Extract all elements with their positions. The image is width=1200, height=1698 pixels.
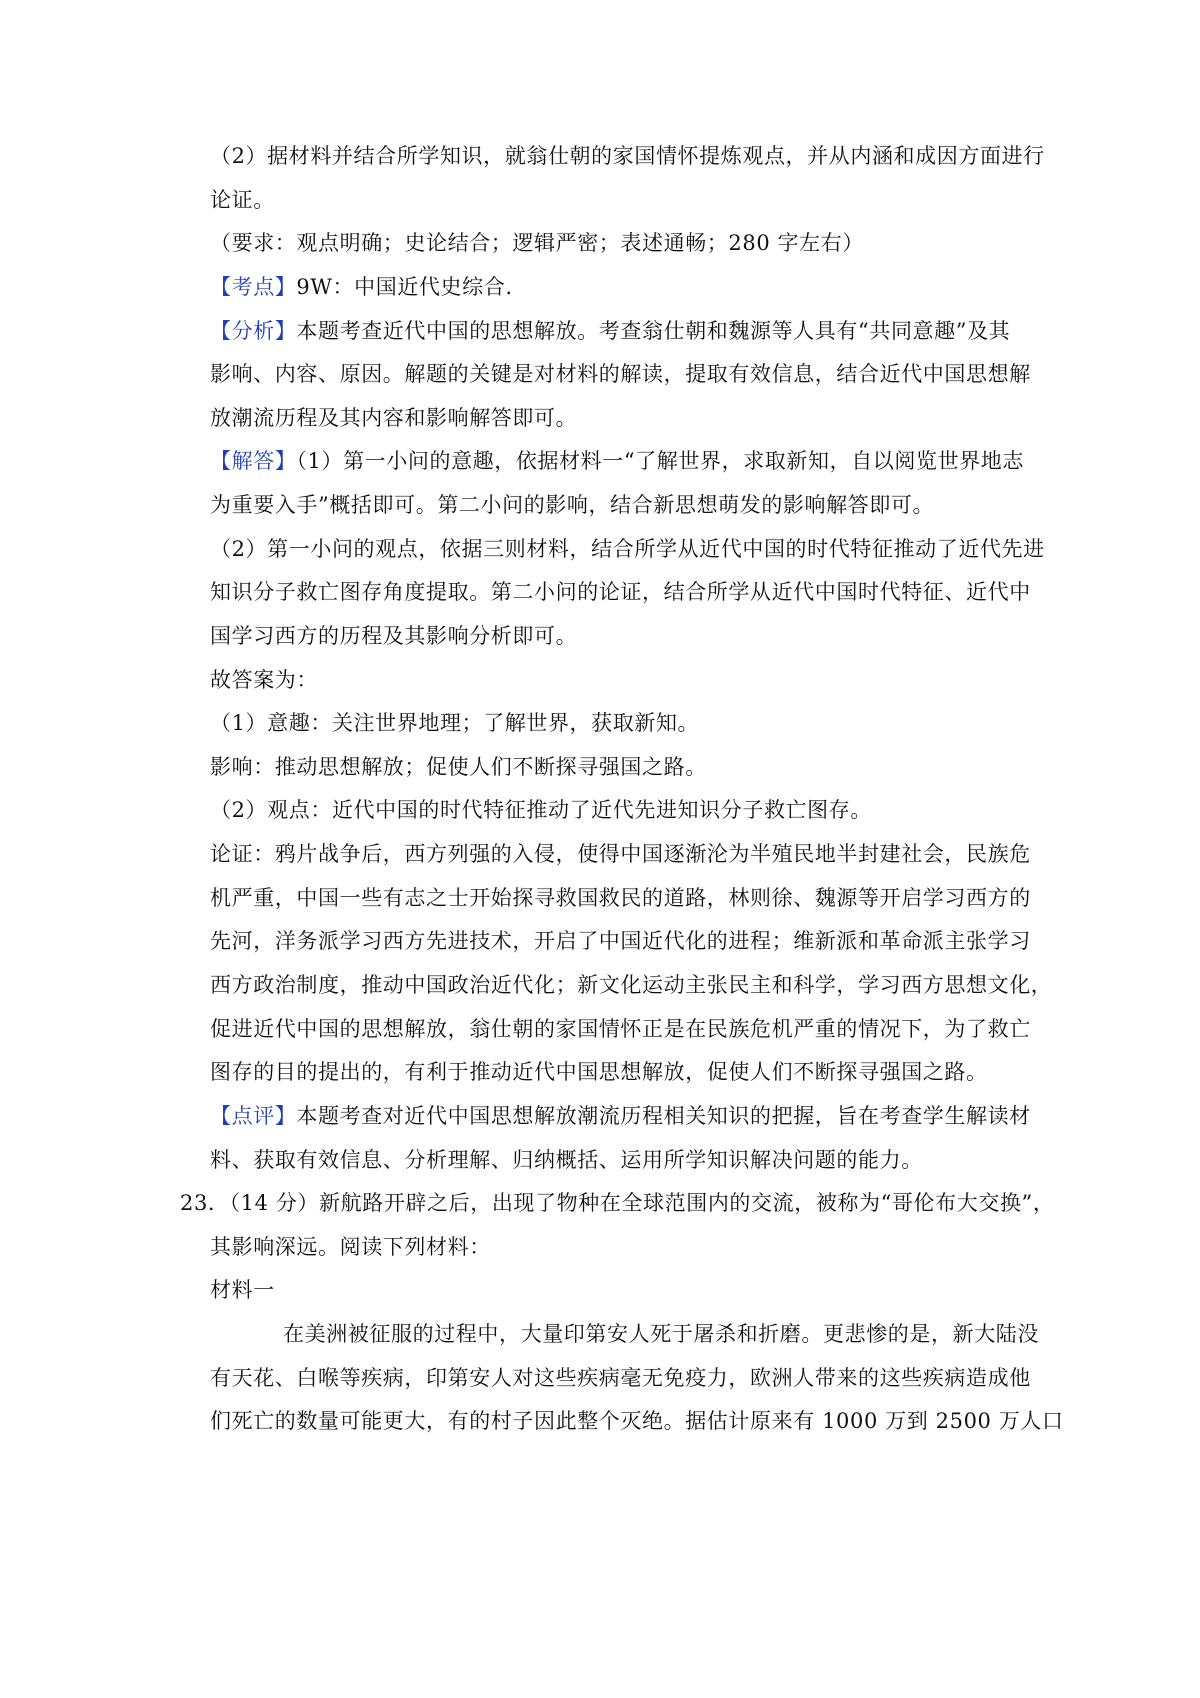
dianping-text1: 本题考查对近代中国思想解放潮流历程相关知识的把握，旨在考查学生解读材 <box>296 1104 1031 1128</box>
q22-part2-prompt-line1: （2）据材料并结合所学知识，就翁仕朝的家国情怀提炼观点，并从内涵和成因方面进行 <box>210 144 1045 168</box>
kaodian-tag: 【考点】 <box>210 275 297 299</box>
q23-material-label: 材料一 <box>210 1278 275 1302</box>
argument-line2: 机严重，中国一些有志之士开始探寻救国救民的道路，林则徐、魏源等开启学习西方的 <box>210 886 1031 910</box>
q23-stem-line2: 其影响深远。阅读下列材料： <box>210 1235 491 1259</box>
q23-material-line1: 在美洲被征服的过程中，大量印第安人死于屠杀和折磨。更悲惨的是，新大陆没 <box>283 1322 1039 1346</box>
jieda-line4: 知识分子救亡图存角度提取。第二小问的论证，结合所学从近代中国时代特征、近代中 <box>210 580 1031 604</box>
q22-part2-prompt-line2: 论证。 <box>210 188 275 212</box>
argument-line5: 促进近代中国的思想解放，翁仕朝的家国情怀正是在民族危机严重的情况下，为了救亡 <box>210 1017 1031 1041</box>
dianping-line2: 料、获取有效信息、分析理解、归纳概括、运用所学知识解决问题的能力。 <box>210 1148 923 1172</box>
argument-line4: 西方政治制度，推动中国政治近代化；新文化运动主张民主和科学，学习西方思想文化， <box>210 973 1053 997</box>
jieda-line2: 为重要入手”概括即可。第二小问的影响，结合新思想萌发的影响解答即可。 <box>210 493 935 517</box>
fenxi-line3: 放潮流历程及其内容和影响解答即可。 <box>210 406 578 430</box>
fenxi-tag: 【分析】 <box>210 319 297 343</box>
fenxi-line1 <box>210 316 1010 346</box>
kaodian-line <box>210 272 513 302</box>
argument-line1: 论证：鸦片战争后，西方列强的入侵，使得中国逐渐沦为半殖民地半封建社会，民族危 <box>210 842 1031 866</box>
q23-stem-line1: 23．（14 分）新航路开辟之后，出现了物种在全球范围内的交流，被称为“哥伦布大交换”， <box>180 1191 1055 1215</box>
answer-part2-view: （2）观点：近代中国的时代特征推动了近代先进知识分子救亡图存。 <box>210 798 872 822</box>
dianping-line1 <box>210 1101 1031 1131</box>
fenxi-text1: 本题考查近代中国的思想解放。考查翁仕朝和魏源等人具有“共同意趣”及其 <box>296 319 1011 343</box>
argument-line3: 先河，洋务派学习西方先进技术，开启了中国近代化的进程；维新派和革命派主张学习 <box>210 929 1031 953</box>
answer-part1-effect: 影响：推动思想解放；促使人们不断探寻强国之路。 <box>210 755 707 779</box>
jieda-line3: （2）第一小问的观点，依据三则材料，结合所学从近代中国的时代特征推动了近代先进 <box>210 537 1045 561</box>
q23-material-line3: 们死亡的数量可能更大，有的村子因此整个灭绝。据估计原来有 1000 万到 2500 万人口 <box>210 1409 1064 1433</box>
fenxi-line2: 影响、内容、原因。解题的关键是对材料的解读，提取有效信息，结合近代中国思想解 <box>210 362 1031 386</box>
jieda-line5: 国学习西方的历程及其影响分析即可。 <box>210 624 578 648</box>
jieda-text1: （1）第一小问的意趣，依据材料一“了解世界，求取新知，自以阅览世界地志 <box>296 449 1024 473</box>
dianping-tag: 【点评】 <box>210 1104 297 1128</box>
jieda-tag: 【解答】 <box>210 449 297 473</box>
kaodian-text: 9W：中国近代史综合. <box>296 275 513 299</box>
jieda-line1 <box>210 446 1024 476</box>
q23-material-line2: 有天花、白喉等疾病，印第安人对这些疾病毫无免疫力，欧洲人带来的这些疾病造成他 <box>210 1366 1031 1390</box>
q22-part2-requirement: （要求：观点明确；史论结合；逻辑严密；表述通畅；280 字左右） <box>210 231 864 255</box>
answer-intro: 故答案为： <box>210 668 318 692</box>
answer-part1: （1）意趣：关注世界地理；了解世界，获取新知。 <box>210 711 700 735</box>
argument-line6: 图存的目的提出的，有利于推动近代中国思想解放，促使人们不断探寻强国之路。 <box>210 1060 988 1084</box>
